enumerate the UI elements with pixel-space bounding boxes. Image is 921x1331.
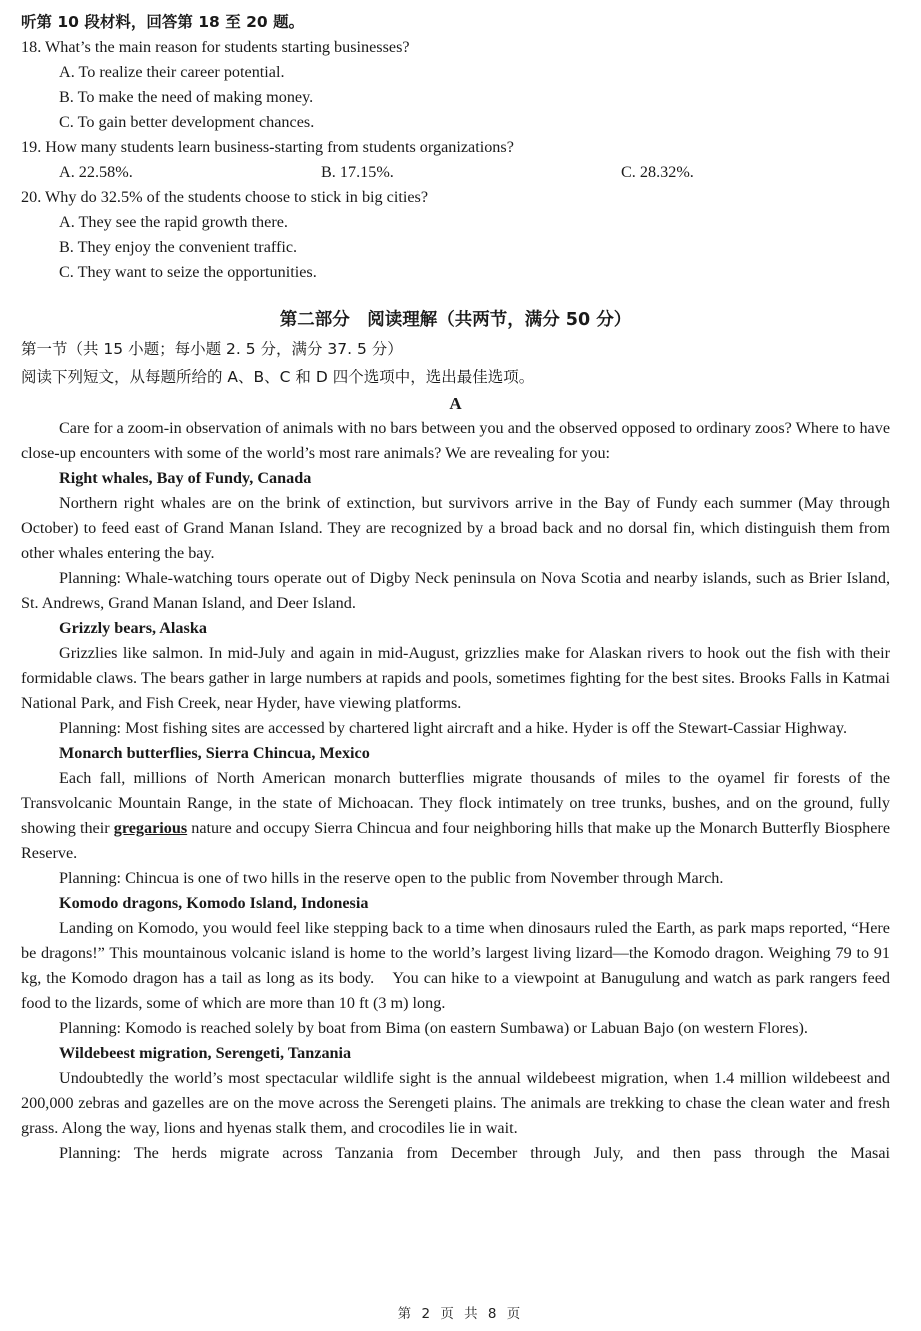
body-text-after: nature and occupy Sierra Chincua and four neighboring hills that make up the Monarch Butterfly Biosphere Reserve. <box>21 819 891 862</box>
section-heading: Wildebeest migration, Serengeti, Tanzania <box>59 1044 352 1062</box>
listening-heading: 听第 10 段材料，回答第 18 至 20 题。 <box>21 13 305 31</box>
option-c: C. They want to seize the opportunities. <box>59 263 317 281</box>
section-planning: Planning: Most fishing sites are accessed by chartered light aircraft and a hike. Hyder is off the Stewart-Cassiar Highway. <box>59 719 848 737</box>
section-planning: Planning: Chincua is one of two hills in the reserve open to the public from November through March. <box>59 869 724 887</box>
section-heading: Monarch butterflies, Sierra Chincua, Mexico <box>59 744 370 762</box>
section-body: Landing on Komodo, you would feel like stepping back to a time when dinosaurs ruled the Earth, as park maps reported, “Here be dragons!” This mountainous volcanic island is home to the world’s largest living lizard—the Komodo dragon. Weighing 79 to 91 kg, the Komodo dragon has a tail as long as its body. You can hike to a viewpoint at Banugulung and watch as park rangers feed food to the lizards, some of which are more than 10 ft (3 m) long. <box>21 919 890 1012</box>
section-planning: Planning: Komodo is reached solely by boat from Bima (on eastern Sumbawa) or Labuan Bajo (on western Flores). <box>59 1019 808 1037</box>
part2-title: 第二部分 阅读理解（共两节，满分 50 分） <box>279 310 632 330</box>
section-right-whales <box>21 466 890 616</box>
section-body: Northern right whales are on the brink of extinction, but survivors arrive in the Bay of Fundy each summer (May through October) to feed east of Grand Manan Island. They are recognized by a broad back and no dorsal fin, which distinguish them from other whales entering the bay. <box>21 494 890 562</box>
option-b: B. They enjoy the convenient traffic. <box>59 238 298 256</box>
option-row <box>21 160 890 185</box>
section-planning: Planning: The herds migrate across Tanzania from December through July, and then pass through the Masai <box>59 1144 890 1162</box>
passage-intro: Care for a zoom-in observation of animals with no bars between you and the observed opposed to ordinary zoos? Where to have close-up encounters with some of the world’s most rare animals? We are revealing for you: <box>21 419 890 462</box>
body-text-before: Each fall, millions of North American monarch butterflies migrate thousands of miles to the oyamel fir forests of the Transvolcanic Mountain Range, in the state of Michoacan. They flock intimately on tree trunks, bushes, and on the ground, fully showing their <box>21 769 890 837</box>
section-heading: Grizzly bears, Alaska <box>59 619 207 637</box>
question-stem: 18. What’s the main reason for students starting businesses? <box>21 38 410 56</box>
section-heading: Right whales, Bay of Fundy, Canada <box>59 469 312 487</box>
section-planning: Planning: Whale-watching tours operate out of Digby Neck peninsula on Nova Scotia and nearby islands, such as Brier Island, St. Andrews, Grand Manan Island, and Deer Island. <box>21 569 890 612</box>
question-19 <box>21 135 890 185</box>
option-b: B. To make the need of making money. <box>59 88 314 106</box>
underlined-word: gregarious <box>113 819 188 837</box>
question-18 <box>21 35 890 135</box>
page-footer: 第 2 页 共 8 页 <box>397 1306 524 1322</box>
option-b: B. 17.15%. <box>321 163 394 181</box>
option-c: C. To gain better development chances. <box>59 113 315 131</box>
passage-label: A <box>449 394 462 413</box>
option-a: A. To realize their career potential. <box>59 63 285 81</box>
section-wildebeest-migration <box>21 1041 890 1166</box>
question-20 <box>21 185 890 285</box>
section1-heading: 第一节（共 15 小题；每小题 2. 5 分，满分 37. 5 分） <box>21 340 403 358</box>
section-body <box>21 766 890 866</box>
option-c: C. 28.32%. <box>621 163 694 181</box>
section-body: Undoubtedly the world’s most spectacular wildlife sight is the annual wildebeest migration, when 1.4 million wildebeest and 200,000 zebras and gazelles are on the move across the Serengeti plains. The animals are trekking to chase the clean water and fresh grass. Along the way, lions and hyenas stalk them, and crocodiles lie in wait. <box>21 1069 890 1137</box>
option-a: A. They see the rapid growth there. <box>59 213 288 231</box>
section-grizzly-bears <box>21 616 890 741</box>
exam-page <box>21 10 890 1166</box>
section-monarch-butterflies <box>21 741 890 891</box>
section-heading: Komodo dragons, Komodo Island, Indonesia <box>59 894 369 912</box>
section-body: Grizzlies like salmon. In mid-July and again in mid-August, grizzlies make for Alaskan rivers to hook out the fish with their formidable claws. The bears gather in large numbers at rapids and pools, sometimes fighting for the best sites. Brooks Falls in Katmai National Park, and Fish Creek, near Hyder, have viewing platforms. <box>21 644 890 712</box>
section-komodo-dragons <box>21 891 890 1041</box>
reading-instruction: 阅读下列短文，从每题所给的 A、B、C 和 D 四个选项中，选出最佳选项。 <box>21 368 535 386</box>
option-a: A. 22.58%. <box>59 163 133 181</box>
question-stem: 19. How many students learn business-starting from students organizations? <box>21 138 514 156</box>
question-stem: 20. Why do 32.5% of the students choose to stick in big cities? <box>21 188 429 206</box>
